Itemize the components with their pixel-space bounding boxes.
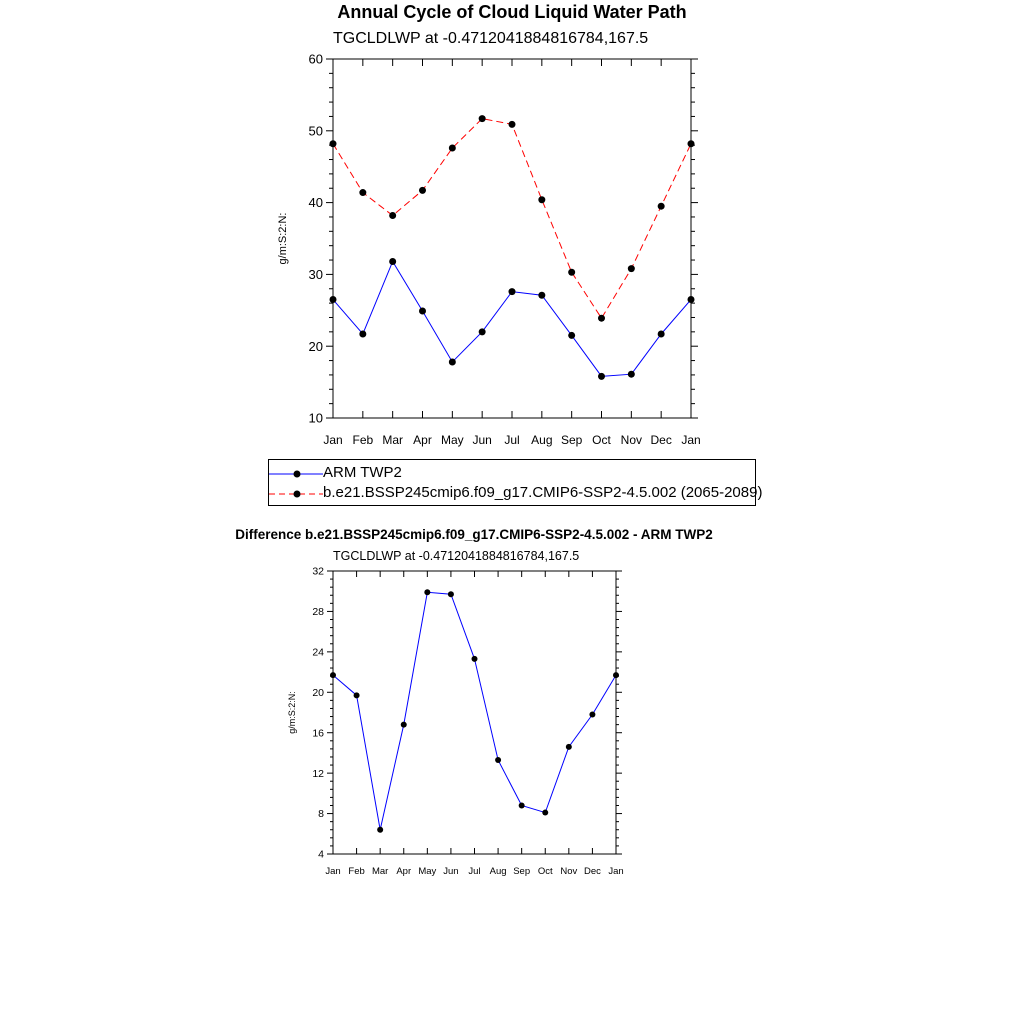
series-1-point	[401, 722, 407, 728]
x-tick-label: Jun	[472, 433, 492, 447]
series-2-point	[538, 196, 545, 203]
series-2-point	[568, 269, 575, 276]
y-axis-label: g/m:S:2:N:	[277, 212, 289, 265]
x-tick-label: Feb	[348, 866, 365, 877]
series-1-point	[424, 589, 430, 595]
x-tick-label: Mar	[371, 866, 389, 877]
series-1-point	[538, 292, 545, 299]
series-1-point	[472, 656, 478, 662]
series-1-point	[658, 330, 665, 337]
series-1-line	[333, 592, 616, 830]
series-1-point	[509, 288, 516, 295]
chart2-plot	[0, 540, 1024, 900]
x-tick-label: Jul	[468, 866, 481, 877]
series-1-point	[688, 296, 695, 303]
x-tick-label: Nov	[620, 433, 643, 447]
y-tick-label: 32	[312, 565, 324, 578]
plot-frame	[333, 571, 616, 854]
series-1-point	[628, 371, 635, 378]
series-1-point	[598, 373, 605, 380]
y-tick-label: 30	[308, 266, 323, 282]
legend-label-1: ARM TWP2	[323, 464, 402, 481]
x-tick-label: Sep	[513, 866, 531, 877]
series-1-point	[389, 258, 396, 265]
chart1-title: Annual Cycle of Cloud Liquid Water Path	[337, 2, 687, 22]
series-1-point	[479, 328, 486, 335]
series-1-point	[330, 672, 336, 678]
x-tick-label: Dec	[583, 866, 601, 877]
x-tick-label: Apr	[396, 866, 412, 877]
series-1-point	[613, 672, 619, 678]
y-tick-label: 16	[312, 727, 324, 740]
x-tick-label: Mar	[382, 433, 404, 447]
series-2-point	[389, 212, 396, 219]
series-1-point	[354, 692, 360, 698]
x-tick-label: Jan	[608, 866, 624, 877]
series-1-point	[568, 332, 575, 339]
x-tick-label: Aug	[531, 433, 553, 447]
y-tick-label: 20	[308, 338, 323, 354]
series-2-point	[449, 145, 456, 152]
series-1-point	[495, 757, 501, 763]
series-2-point	[598, 315, 605, 322]
x-tick-label: Dec	[650, 433, 672, 447]
chart2-subtitle: TGCLDLWP at -0.4712041884816784,167.5	[333, 549, 580, 563]
series-1-point	[589, 712, 595, 718]
y-tick-label: 8	[318, 808, 324, 821]
x-tick-label: Nov	[560, 866, 578, 877]
x-tick-label: Sep	[560, 433, 583, 447]
x-tick-label: Jun	[443, 866, 459, 877]
x-tick-label: Jan	[323, 433, 343, 447]
legend-marker-2	[269, 483, 323, 503]
y-tick-label: 28	[312, 606, 324, 619]
series-2-point	[509, 121, 516, 128]
plot-frame	[333, 59, 691, 418]
x-tick-label: Jul	[504, 433, 520, 447]
series-1-point	[377, 827, 383, 833]
x-tick-label: Feb	[352, 433, 374, 447]
x-tick-label: May	[440, 433, 464, 447]
x-tick-label: Oct	[592, 433, 611, 447]
y-tick-label: 20	[312, 686, 324, 699]
legend-entry-2	[269, 483, 763, 503]
series-2-point	[419, 187, 426, 194]
series-1-point	[330, 296, 337, 303]
chart2-title: Difference b.e21.BSSP245cmip6.f09_g17.CMIP6-SSP2-4.5.002 - ARM TWP2	[235, 527, 713, 542]
x-tick-label: Oct	[537, 866, 553, 877]
series-1-point	[519, 802, 525, 808]
series-2-point	[628, 265, 635, 272]
y-tick-label: 60	[308, 51, 323, 67]
chart1-legend	[268, 459, 763, 506]
x-tick-label: Aug	[489, 866, 507, 877]
x-tick-label: Jan	[681, 433, 701, 447]
y-tick-label: 10	[308, 410, 323, 426]
series-2-point	[330, 140, 337, 147]
y-tick-label: 4	[318, 848, 324, 861]
series-2-point	[479, 115, 486, 122]
series-2-point	[688, 140, 695, 147]
series-1-point	[419, 308, 426, 315]
series-1-point	[359, 330, 366, 337]
series-1-point	[542, 810, 548, 816]
legend-entry-1	[269, 463, 755, 483]
x-tick-label: May	[418, 866, 437, 877]
y-tick-label: 12	[312, 767, 324, 780]
series-1-point	[448, 591, 454, 597]
chart1-subtitle: TGCLDLWP at -0.4712041884816784,167.5	[333, 30, 649, 47]
legend-marker-1	[269, 463, 323, 483]
y-tick-label: 40	[308, 195, 323, 211]
series-2-point	[359, 189, 366, 196]
x-tick-label: Apr	[413, 433, 432, 447]
y-axis-label: g/m:S:2:N:	[287, 691, 297, 734]
series-1-point	[566, 744, 572, 750]
y-tick-label: 24	[312, 646, 324, 659]
y-tick-label: 50	[308, 123, 323, 139]
legend-label-2: b.e21.BSSP245cmip6.f09_g17.CMIP6-SSP2-4.5.002 (2065-2089)	[323, 484, 763, 501]
series-2-point	[658, 203, 665, 210]
series-1-point	[449, 358, 456, 365]
x-tick-label: Jan	[325, 866, 341, 877]
series-1-line	[333, 261, 691, 376]
